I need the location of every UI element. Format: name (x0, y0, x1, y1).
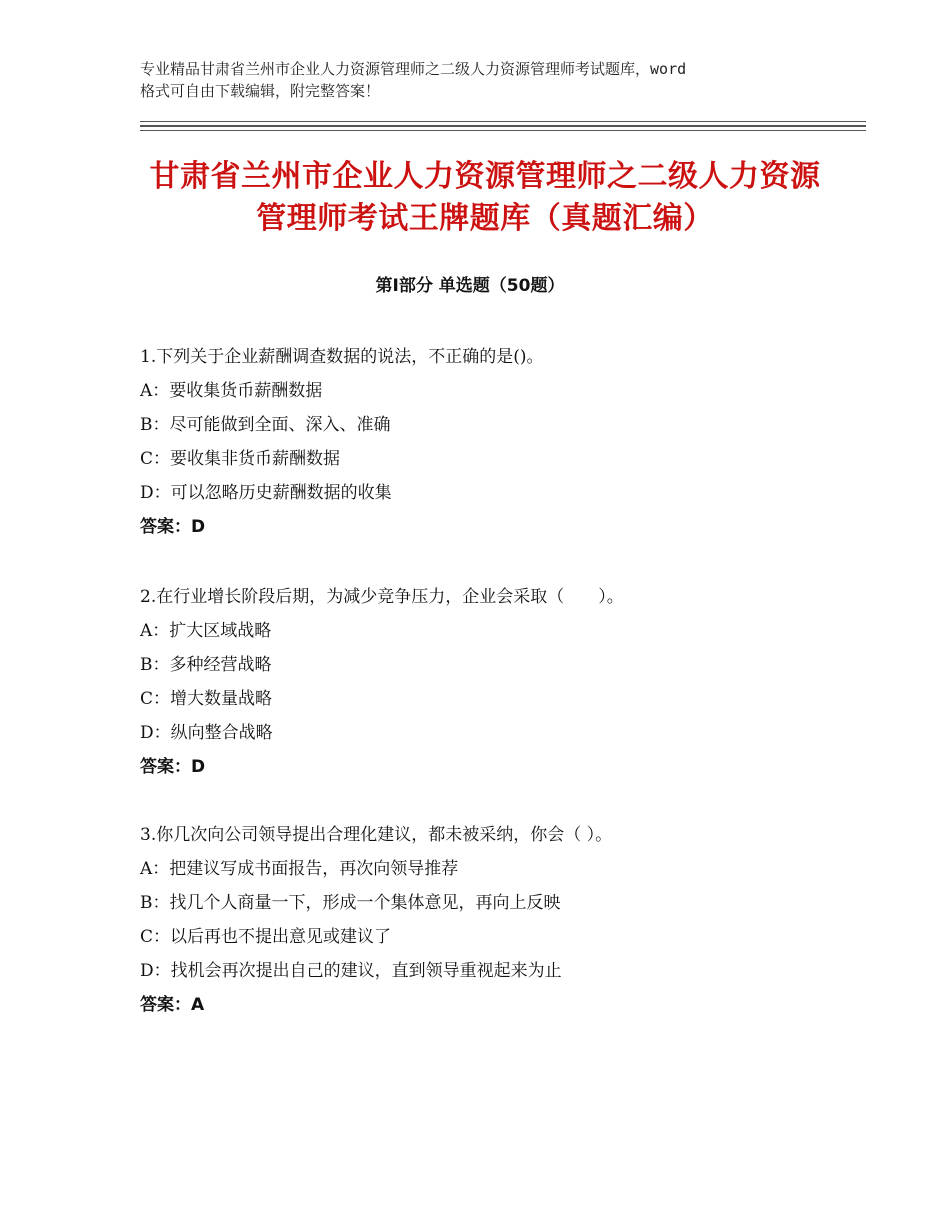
option-c: C：以后再也不提出意见或建议了 (140, 927, 392, 947)
option-b: B：多种经营战略 (140, 655, 272, 675)
answer: 答案：D (140, 757, 206, 777)
question-stem: 1.下列关于企业薪酬调查数据的说法，不正确的是()。 (140, 347, 544, 367)
question-stem: 3.你几次向公司领导提出合理化建议，都未被采纳，你会（ ）。 (140, 825, 613, 845)
question-stem: 2.在行业增长阶段后期，为减少竞争压力，企业会采取（ ）。 (140, 587, 624, 607)
question-3 (140, 818, 840, 1022)
option-c: C：增大数量战略 (140, 689, 273, 709)
question-1 (140, 340, 840, 544)
question-2 (140, 580, 840, 784)
option-b: B：找几个人商量一下，形成一个集体意见，再向上反映 (140, 893, 561, 913)
option-a: A：要收集货币薪酬数据 (140, 381, 323, 401)
option-a: A：扩大区域战略 (140, 621, 272, 641)
option-a: A：把建议写成书面报告，再次向领导推荐 (140, 859, 459, 879)
document-title: 甘肃省兰州市企业人力资源管理师之二级人力资源管理师考试王牌题库（真题汇编） (149, 159, 821, 236)
option-d: D：可以忽略历史薪酬数据的收集 (140, 483, 392, 503)
option-d: D：纵向整合战略 (140, 723, 273, 743)
option-d: D：找机会再次提出自己的建议，直到领导重视起来为止 (140, 961, 562, 981)
answer: 答案：D (140, 517, 206, 537)
option-b: B：尽可能做到全面、深入、准确 (140, 415, 391, 435)
option-c: C：要收集非货币薪酬数据 (140, 449, 341, 469)
header-rule (140, 121, 866, 122)
section-heading: 第Ⅰ部分 单选题（50题） (375, 276, 565, 296)
header-rule-thick (140, 125, 866, 127)
header-rule (140, 130, 866, 131)
header-note: 专业精品甘肃省兰州市企业人力资源管理师之二级人力资源管理师考试题库，word 格式可自由下载编辑，附完整答案！ (140, 60, 687, 100)
answer: 答案：A (140, 995, 205, 1015)
